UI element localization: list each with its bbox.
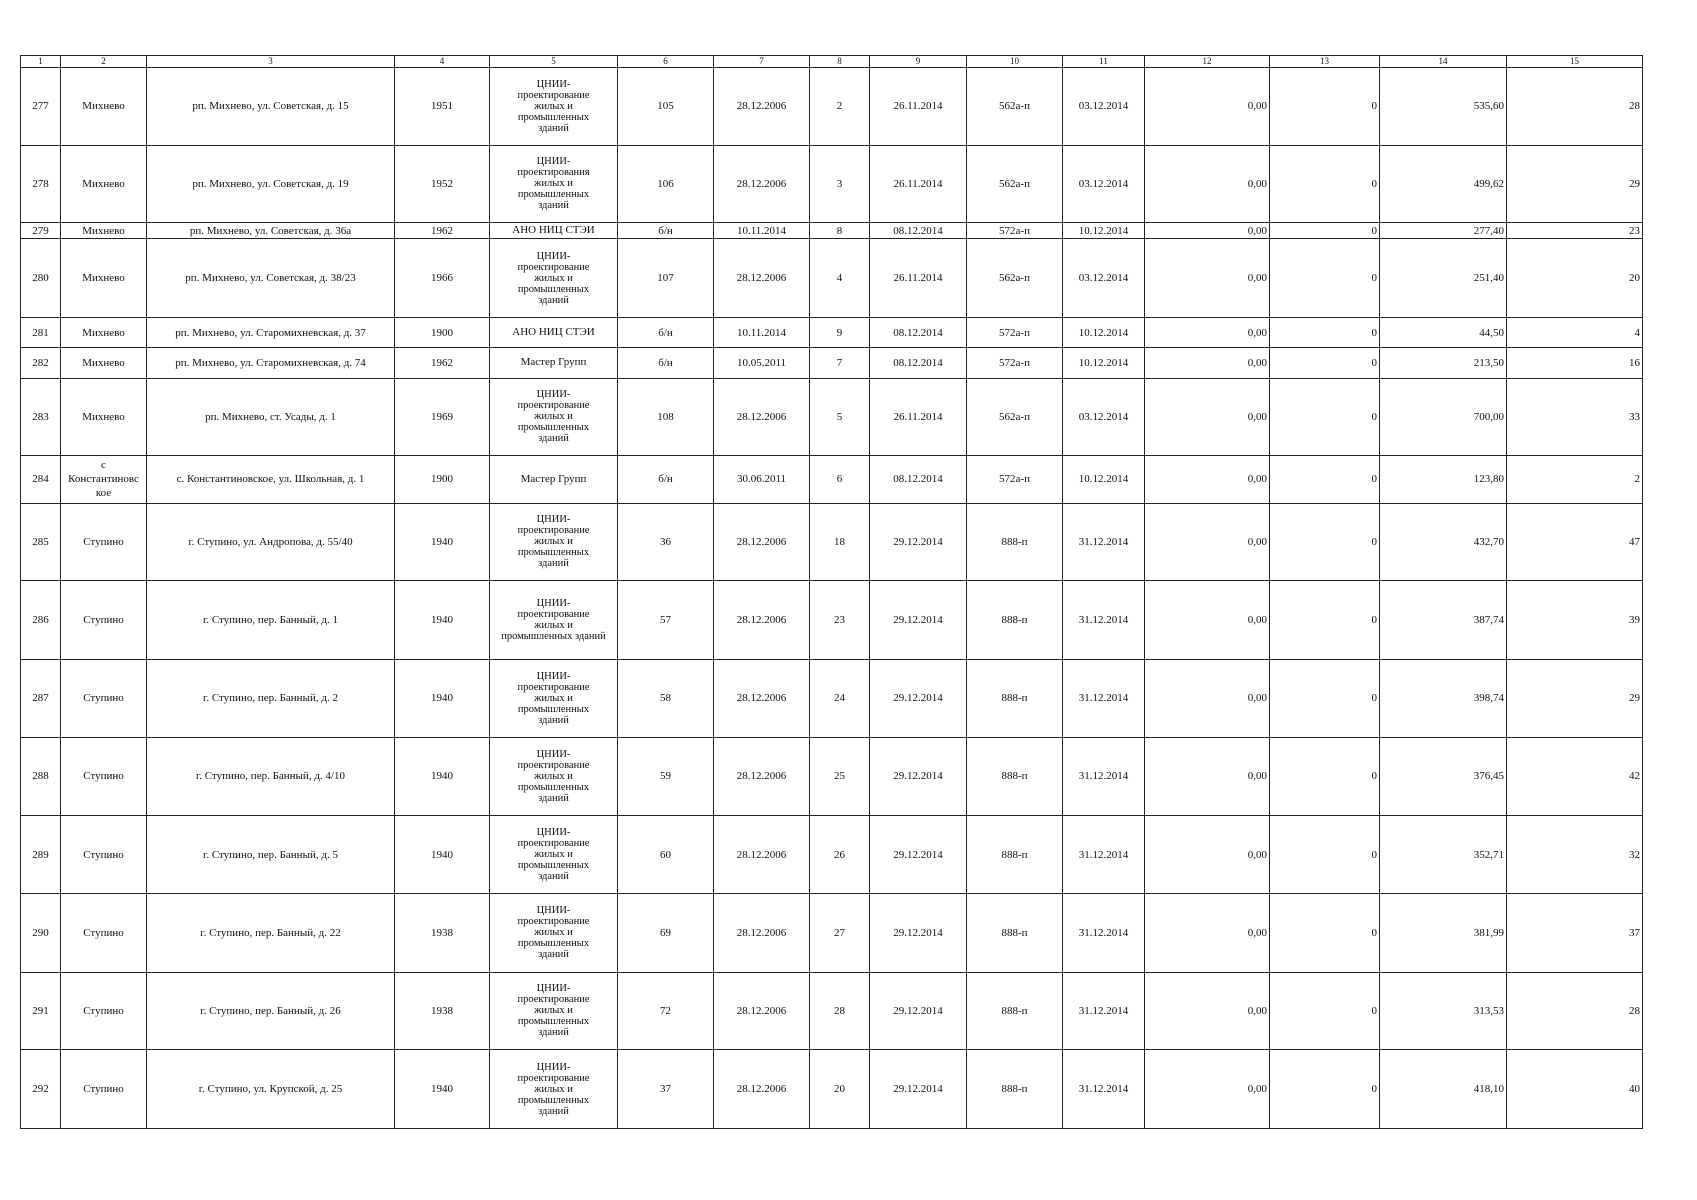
table-cell-col-12: 0,00 — [1145, 456, 1270, 503]
table-cell-col-5: АНО НИЦ СТЭИ — [490, 318, 618, 348]
table-cell-col-6: 59 — [618, 737, 714, 816]
table-cell-col-14: 313,53 — [1380, 972, 1507, 1050]
table-cell-col-12: 0,00 — [1145, 816, 1270, 894]
table-cell-col-10: 888-п — [967, 503, 1063, 581]
table-cell-col-3: рп. Михнево, ул. Старомихневская, д. 74 — [147, 348, 395, 378]
table-cell-col-2: Ступино — [61, 893, 147, 972]
table-cell-col-2: Ступино — [61, 816, 147, 894]
table-cell-col-4: 1940 — [395, 503, 490, 581]
table-cell-col-11: 31.12.2014 — [1063, 503, 1145, 581]
table-cell-col-10: 572а-п — [967, 456, 1063, 503]
table-cell-col-2: Михнево — [61, 145, 147, 223]
col-header: 11 — [1063, 56, 1145, 68]
table-row — [21, 816, 1643, 894]
table-cell-col-6: 69 — [618, 893, 714, 972]
table-cell-col-8: 28 — [810, 972, 870, 1050]
table-cell-col-9: 29.12.2014 — [870, 737, 967, 816]
table-cell-col-10: 888-п — [967, 1050, 1063, 1129]
table-cell-col-4: 1940 — [395, 659, 490, 737]
table-cell-col-8: 23 — [810, 581, 870, 660]
table-cell-col-1: 282 — [21, 348, 61, 378]
table-cell-col-14: 381,99 — [1380, 893, 1507, 972]
table-cell-col-12: 0,00 — [1145, 972, 1270, 1050]
table-cell-col-11: 31.12.2014 — [1063, 581, 1145, 660]
table-cell-col-4: 1940 — [395, 581, 490, 660]
table-cell-col-6: 106 — [618, 145, 714, 223]
table-cell-col-15: 40 — [1507, 1050, 1643, 1129]
table-cell-col-2: Ступино — [61, 972, 147, 1050]
table-cell-col-15: 42 — [1507, 737, 1643, 816]
table-cell-col-14: 277,40 — [1380, 223, 1507, 239]
table-cell-col-1: 289 — [21, 816, 61, 894]
table-cell-col-15: 29 — [1507, 659, 1643, 737]
table-cell-col-2: Ступино — [61, 659, 147, 737]
table-cell-col-6: б/н — [618, 318, 714, 348]
table-cell-col-10: 562а-п — [967, 145, 1063, 223]
table-cell-col-13: 0 — [1270, 223, 1380, 239]
table-cell-col-5: ЦНИИ- проектирование жилых и промышленных зданий — [490, 239, 618, 318]
table-row — [21, 893, 1643, 972]
table-row — [21, 659, 1643, 737]
table-cell-col-13: 0 — [1270, 816, 1380, 894]
col-header: 10 — [967, 56, 1063, 68]
table-cell-col-11: 10.12.2014 — [1063, 223, 1145, 239]
table-cell-col-10: 888-п — [967, 737, 1063, 816]
table-cell-col-9: 29.12.2014 — [870, 893, 967, 972]
table-cell-col-3: г. Ступино, ул. Крупской, д. 25 — [147, 1050, 395, 1129]
table-cell-col-15: 29 — [1507, 145, 1643, 223]
table-cell-col-12: 0,00 — [1145, 737, 1270, 816]
table-cell-col-13: 0 — [1270, 318, 1380, 348]
table-cell-col-2: Ступино — [61, 503, 147, 581]
table-cell-col-6: 58 — [618, 659, 714, 737]
table-cell-col-7: 28.12.2006 — [714, 581, 810, 660]
table-cell-col-5: ЦНИИ- проектирования жилых и промышленных зданий — [490, 145, 618, 223]
table-cell-col-13: 0 — [1270, 503, 1380, 581]
table-cell-col-9: 26.11.2014 — [870, 239, 967, 318]
table-row — [21, 972, 1643, 1050]
table-cell-col-14: 499,62 — [1380, 145, 1507, 223]
table-cell-col-11: 10.12.2014 — [1063, 348, 1145, 378]
table-cell-col-10: 888-п — [967, 581, 1063, 660]
table-cell-col-11: 31.12.2014 — [1063, 816, 1145, 894]
table-cell-col-2: Ступино — [61, 581, 147, 660]
table-cell-col-13: 0 — [1270, 737, 1380, 816]
table-cell-col-9: 29.12.2014 — [870, 1050, 967, 1129]
table-cell-col-14: 123,80 — [1380, 456, 1507, 503]
table-row — [21, 239, 1643, 318]
table-cell-col-8: 7 — [810, 348, 870, 378]
table-cell-col-11: 31.12.2014 — [1063, 972, 1145, 1050]
table-cell-col-14: 251,40 — [1380, 239, 1507, 318]
table-cell-col-3: рп. Михнево, ул. Советская, д. 38/23 — [147, 239, 395, 318]
table-cell-col-5: ЦНИИ- проектирование жилых и промышленных зданий — [490, 1050, 618, 1129]
table-cell-col-12: 0,00 — [1145, 239, 1270, 318]
table-cell-col-6: 57 — [618, 581, 714, 660]
table-cell-col-12: 0,00 — [1145, 318, 1270, 348]
table-cell-col-7: 30.06.2011 — [714, 456, 810, 503]
table-cell-col-2: с Константиновс кое — [61, 456, 147, 503]
table-cell-col-11: 31.12.2014 — [1063, 737, 1145, 816]
table-cell-col-9: 08.12.2014 — [870, 318, 967, 348]
table-cell-col-2: Михнево — [61, 378, 147, 456]
column-number-row — [21, 56, 1643, 68]
table-cell-col-1: 284 — [21, 456, 61, 503]
table-cell-col-4: 1962 — [395, 223, 490, 239]
table-cell-col-10: 888-п — [967, 972, 1063, 1050]
table-cell-col-13: 0 — [1270, 348, 1380, 378]
table-cell-col-7: 28.12.2006 — [714, 378, 810, 456]
col-header: 4 — [395, 56, 490, 68]
table-cell-col-3: г. Ступино, ул. Андропова, д. 55/40 — [147, 503, 395, 581]
table-cell-col-9: 26.11.2014 — [870, 378, 967, 456]
table-cell-col-12: 0,00 — [1145, 659, 1270, 737]
table-row — [21, 737, 1643, 816]
table-cell-col-12: 0,00 — [1145, 893, 1270, 972]
table-cell-col-13: 0 — [1270, 145, 1380, 223]
table-cell-col-6: 36 — [618, 503, 714, 581]
table-cell-col-10: 562а-п — [967, 68, 1063, 146]
col-header: 7 — [714, 56, 810, 68]
table-row — [21, 145, 1643, 223]
col-header: 6 — [618, 56, 714, 68]
table-cell-col-14: 44,50 — [1380, 318, 1507, 348]
table-cell-col-7: 28.12.2006 — [714, 737, 810, 816]
table-cell-col-15: 23 — [1507, 223, 1643, 239]
table-cell-col-5: ЦНИИ- проектирование жилых и промышленных зданий — [490, 816, 618, 894]
table-cell-col-4: 1962 — [395, 348, 490, 378]
table-cell-col-1: 277 — [21, 68, 61, 146]
table-cell-col-1: 290 — [21, 893, 61, 972]
table-cell-col-7: 28.12.2006 — [714, 972, 810, 1050]
table-cell-col-1: 286 — [21, 581, 61, 660]
table-cell-col-13: 0 — [1270, 972, 1380, 1050]
col-header: 2 — [61, 56, 147, 68]
table-cell-col-5: ЦНИИ- проектирование жилых и промышленных зданий — [490, 893, 618, 972]
table-cell-col-11: 10.12.2014 — [1063, 318, 1145, 348]
table-cell-col-12: 0,00 — [1145, 348, 1270, 378]
table-cell-col-8: 24 — [810, 659, 870, 737]
table-cell-col-3: г. Ступино, пер. Банный, д. 4/10 — [147, 737, 395, 816]
register-table — [20, 55, 1643, 1129]
table-row — [21, 223, 1643, 239]
table-cell-col-10: 572а-п — [967, 348, 1063, 378]
table-row — [21, 68, 1643, 146]
table-cell-col-7: 28.12.2006 — [714, 1050, 810, 1129]
table-row — [21, 318, 1643, 348]
table-cell-col-1: 285 — [21, 503, 61, 581]
table-cell-col-9: 26.11.2014 — [870, 145, 967, 223]
table-cell-col-3: г. Ступино, пер. Банный, д. 1 — [147, 581, 395, 660]
table-cell-col-6: 60 — [618, 816, 714, 894]
table-cell-col-14: 535,60 — [1380, 68, 1507, 146]
table-cell-col-6: 108 — [618, 378, 714, 456]
table-cell-col-12: 0,00 — [1145, 68, 1270, 146]
table-cell-col-2: Михнево — [61, 223, 147, 239]
table-cell-col-1: 281 — [21, 318, 61, 348]
table-cell-col-9: 29.12.2014 — [870, 503, 967, 581]
table-cell-col-8: 4 — [810, 239, 870, 318]
table-cell-col-14: 213,50 — [1380, 348, 1507, 378]
table-cell-col-15: 37 — [1507, 893, 1643, 972]
table-cell-col-6: 37 — [618, 1050, 714, 1129]
table-cell-col-9: 08.12.2014 — [870, 456, 967, 503]
table-cell-col-3: г. Ступино, пер. Банный, д. 22 — [147, 893, 395, 972]
table-cell-col-9: 29.12.2014 — [870, 972, 967, 1050]
table-cell-col-5: АНО НИЦ СТЭИ — [490, 223, 618, 239]
table-cell-col-6: 107 — [618, 239, 714, 318]
table-cell-col-14: 700,00 — [1380, 378, 1507, 456]
col-header: 1 — [21, 56, 61, 68]
table-cell-col-9: 08.12.2014 — [870, 348, 967, 378]
table-cell-col-8: 5 — [810, 378, 870, 456]
table-cell-col-13: 0 — [1270, 581, 1380, 660]
table-cell-col-1: 292 — [21, 1050, 61, 1129]
col-header: 13 — [1270, 56, 1380, 68]
table-cell-col-2: Михнево — [61, 68, 147, 146]
table-cell-col-5: ЦНИИ- проектирование жилых и промышленных зданий — [490, 503, 618, 581]
table-body — [21, 68, 1643, 1129]
table-cell-col-5: ЦНИИ- проектирование жилых и промышленных зданий — [490, 972, 618, 1050]
table-cell-col-2: Михнево — [61, 239, 147, 318]
table-cell-col-4: 1938 — [395, 893, 490, 972]
table-cell-col-13: 0 — [1270, 378, 1380, 456]
table-cell-col-1: 291 — [21, 972, 61, 1050]
table-cell-col-8: 9 — [810, 318, 870, 348]
table-cell-col-8: 3 — [810, 145, 870, 223]
table-cell-col-12: 0,00 — [1145, 1050, 1270, 1129]
table-cell-col-10: 888-п — [967, 816, 1063, 894]
table-cell-col-9: 29.12.2014 — [870, 816, 967, 894]
table-cell-col-5: ЦНИИ- проектирование жилых и промышленных зданий — [490, 737, 618, 816]
table-cell-col-13: 0 — [1270, 456, 1380, 503]
table-cell-col-7: 28.12.2006 — [714, 68, 810, 146]
table-cell-col-10: 888-п — [967, 659, 1063, 737]
table-cell-col-7: 10.11.2014 — [714, 318, 810, 348]
table-cell-col-15: 47 — [1507, 503, 1643, 581]
table-cell-col-1: 287 — [21, 659, 61, 737]
table-cell-col-12: 0,00 — [1145, 145, 1270, 223]
table-cell-col-6: 105 — [618, 68, 714, 146]
table-cell-col-7: 28.12.2006 — [714, 893, 810, 972]
table-cell-col-4: 1940 — [395, 816, 490, 894]
table-cell-col-4: 1952 — [395, 145, 490, 223]
table-cell-col-15: 33 — [1507, 378, 1643, 456]
table-cell-col-11: 10.12.2014 — [1063, 456, 1145, 503]
table-cell-col-7: 28.12.2006 — [714, 503, 810, 581]
table-cell-col-7: 28.12.2006 — [714, 239, 810, 318]
table-cell-col-10: 572а-п — [967, 318, 1063, 348]
table-cell-col-9: 29.12.2014 — [870, 581, 967, 660]
table-cell-col-3: с. Константиновское, ул. Школьная, д. 1 — [147, 456, 395, 503]
table-cell-col-14: 398,74 — [1380, 659, 1507, 737]
table-cell-col-13: 0 — [1270, 893, 1380, 972]
table-cell-col-8: 26 — [810, 816, 870, 894]
table-cell-col-9: 29.12.2014 — [870, 659, 967, 737]
table-cell-col-1: 279 — [21, 223, 61, 239]
table-cell-col-11: 03.12.2014 — [1063, 145, 1145, 223]
table-cell-col-6: 72 — [618, 972, 714, 1050]
table-cell-col-8: 6 — [810, 456, 870, 503]
table-cell-col-3: рп. Михнево, ст. Усады, д. 1 — [147, 378, 395, 456]
table-cell-col-11: 31.12.2014 — [1063, 659, 1145, 737]
table-cell-col-15: 39 — [1507, 581, 1643, 660]
table-cell-col-15: 28 — [1507, 68, 1643, 146]
table-cell-col-11: 31.12.2014 — [1063, 1050, 1145, 1129]
col-header: 8 — [810, 56, 870, 68]
table-cell-col-1: 278 — [21, 145, 61, 223]
table-cell-col-12: 0,00 — [1145, 503, 1270, 581]
table-cell-col-11: 03.12.2014 — [1063, 239, 1145, 318]
table-cell-col-3: г. Ступино, пер. Банный, д. 26 — [147, 972, 395, 1050]
table-cell-col-13: 0 — [1270, 1050, 1380, 1129]
col-header: 14 — [1380, 56, 1507, 68]
table-cell-col-7: 10.05.2011 — [714, 348, 810, 378]
table-cell-col-10: 562а-п — [967, 239, 1063, 318]
table-cell-col-4: 1969 — [395, 378, 490, 456]
table-cell-col-10: 562а-п — [967, 378, 1063, 456]
table-cell-col-7: 28.12.2006 — [714, 659, 810, 737]
table-cell-col-3: рп. Михнево, ул. Старомихневская, д. 37 — [147, 318, 395, 348]
table-cell-col-2: Ступино — [61, 737, 147, 816]
table-cell-col-15: 28 — [1507, 972, 1643, 1050]
table-cell-col-5: ЦНИИ- проектирование жилых и промышленных зданий — [490, 581, 618, 660]
table-cell-col-6: б/н — [618, 223, 714, 239]
table-cell-col-14: 418,10 — [1380, 1050, 1507, 1129]
table-cell-col-2: Михнево — [61, 318, 147, 348]
table-cell-col-4: 1940 — [395, 737, 490, 816]
col-header: 3 — [147, 56, 395, 68]
table-cell-col-7: 28.12.2006 — [714, 145, 810, 223]
col-header: 5 — [490, 56, 618, 68]
table-cell-col-3: рп. Михнево, ул. Советская, д. 15 — [147, 68, 395, 146]
table-cell-col-15: 32 — [1507, 816, 1643, 894]
table-cell-col-8: 20 — [810, 1050, 870, 1129]
table-cell-col-8: 18 — [810, 503, 870, 581]
table-cell-col-10: 572а-п — [967, 223, 1063, 239]
table-cell-col-2: Михнево — [61, 348, 147, 378]
table-cell-col-14: 432,70 — [1380, 503, 1507, 581]
table-cell-col-7: 28.12.2006 — [714, 816, 810, 894]
table-cell-col-5: ЦНИИ- проектирование жилых и промышленных зданий — [490, 659, 618, 737]
table-cell-col-8: 8 — [810, 223, 870, 239]
table-cell-col-4: 1951 — [395, 68, 490, 146]
table-cell-col-3: рп. Михнево, ул. Советская, д. 36а — [147, 223, 395, 239]
table-cell-col-6: б/н — [618, 348, 714, 378]
table-cell-col-2: Ступино — [61, 1050, 147, 1129]
table-cell-col-4: 1938 — [395, 972, 490, 1050]
table-cell-col-11: 03.12.2014 — [1063, 68, 1145, 146]
table-cell-col-1: 280 — [21, 239, 61, 318]
table-cell-col-13: 0 — [1270, 659, 1380, 737]
col-header: 9 — [870, 56, 967, 68]
table-cell-col-10: 888-п — [967, 893, 1063, 972]
table-cell-col-4: 1966 — [395, 239, 490, 318]
table-cell-col-3: г. Ступино, пер. Банный, д. 2 — [147, 659, 395, 737]
table-cell-col-14: 387,74 — [1380, 581, 1507, 660]
table-cell-col-5: ЦНИИ- проектирование жилых и промышленных зданий — [490, 378, 618, 456]
table-cell-col-12: 0,00 — [1145, 378, 1270, 456]
table-cell-col-4: 1940 — [395, 1050, 490, 1129]
table-cell-col-15: 4 — [1507, 318, 1643, 348]
table-row — [21, 581, 1643, 660]
table-cell-col-11: 31.12.2014 — [1063, 893, 1145, 972]
table-cell-col-13: 0 — [1270, 68, 1380, 146]
table-cell-col-3: рп. Михнево, ул. Советская, д. 19 — [147, 145, 395, 223]
table-row — [21, 348, 1643, 378]
table-cell-col-5: Мастер Групп — [490, 348, 618, 378]
table-cell-col-9: 26.11.2014 — [870, 68, 967, 146]
table-row — [21, 1050, 1643, 1129]
table-cell-col-8: 27 — [810, 893, 870, 972]
table-cell-col-15: 2 — [1507, 456, 1643, 503]
table-cell-col-4: 1900 — [395, 318, 490, 348]
table-cell-col-1: 288 — [21, 737, 61, 816]
table-cell-col-13: 0 — [1270, 239, 1380, 318]
table-cell-col-5: Мастер Групп — [490, 456, 618, 503]
table-cell-col-14: 352,71 — [1380, 816, 1507, 894]
table-cell-col-8: 25 — [810, 737, 870, 816]
table-cell-col-8: 2 — [810, 68, 870, 146]
table-cell-col-14: 376,45 — [1380, 737, 1507, 816]
table-cell-col-12: 0,00 — [1145, 223, 1270, 239]
table-cell-col-9: 08.12.2014 — [870, 223, 967, 239]
col-header: 15 — [1507, 56, 1643, 68]
table-cell-col-7: 10.11.2014 — [714, 223, 810, 239]
table-cell-col-6: б/н — [618, 456, 714, 503]
table-cell-col-4: 1900 — [395, 456, 490, 503]
table-cell-col-5: ЦНИИ- проектирование жилых и промышленных зданий — [490, 68, 618, 146]
table-cell-col-3: г. Ступино, пер. Банный, д. 5 — [147, 816, 395, 894]
table-row — [21, 378, 1643, 456]
table-cell-col-12: 0,00 — [1145, 581, 1270, 660]
table-cell-col-15: 20 — [1507, 239, 1643, 318]
table-row — [21, 456, 1643, 503]
table-cell-col-11: 03.12.2014 — [1063, 378, 1145, 456]
table-cell-col-15: 16 — [1507, 348, 1643, 378]
table-row — [21, 503, 1643, 581]
table-cell-col-1: 283 — [21, 378, 61, 456]
col-header: 12 — [1145, 56, 1270, 68]
